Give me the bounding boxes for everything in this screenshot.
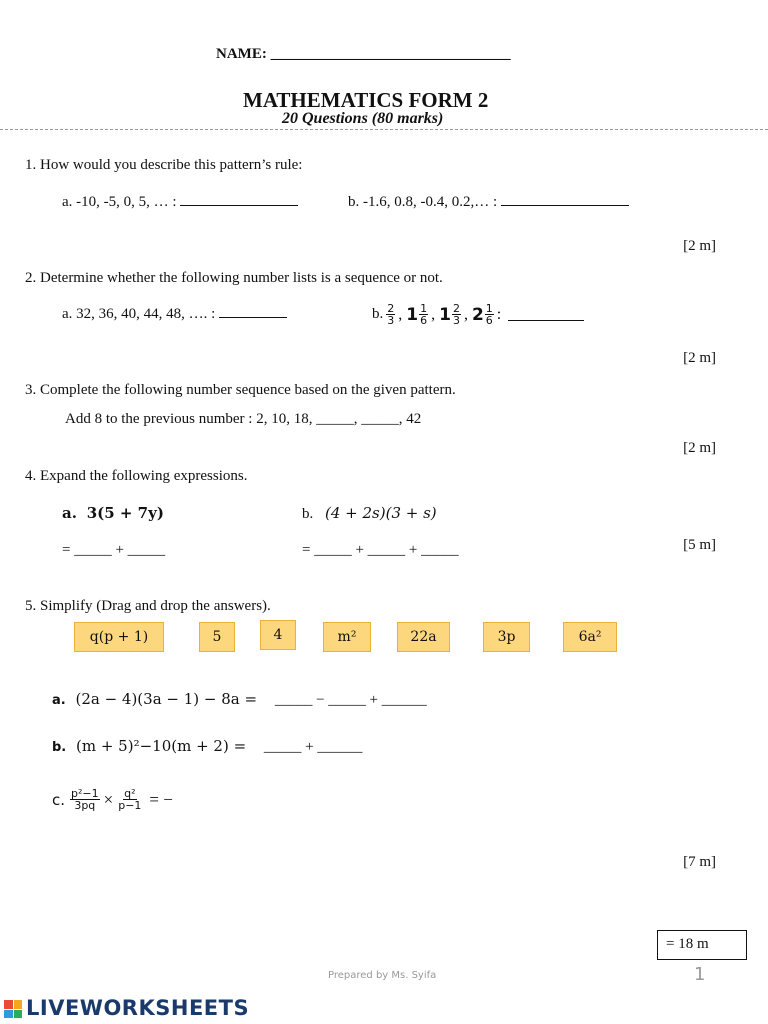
q3-rule-sequence: Add 8 to the previous number : 2, 10, 18, _____, _____, 42 [65, 411, 422, 427]
worksheet-subtitle: 20 Questions (80 marks) [282, 110, 444, 127]
q4-b-expression: (4 + 2s)(3 + s) [325, 504, 437, 522]
brand-name: LIVEWORKSHEETS [26, 996, 250, 1020]
fraction-separator: , [431, 305, 436, 323]
q4-text: 4. Expand the following expressions. [25, 468, 248, 484]
q5-c-fraction-2-denominator: p−1 [118, 799, 142, 812]
q4-a-expression: 3(5 + 7y) [86, 504, 164, 522]
q1-a-sequence: a. -10, -5, 0, 5, … : [62, 194, 177, 210]
q2-b-fraction-3-whole: 1 [439, 304, 451, 325]
q5-marks: [7 m] [683, 854, 716, 870]
q4-b-answer-blanks[interactable]: = _____ + _____ + _____ [302, 542, 459, 558]
drag-tile-2[interactable]: 5 [199, 622, 235, 652]
q1-part-a [62, 194, 298, 211]
q5-c-times-sign: × [103, 789, 114, 809]
q3-text: 3. Complete the following number sequence based on the given pattern. [25, 382, 456, 398]
q4-b-label: b. [302, 506, 314, 522]
q2-a-sequence: a. 32, 36, 40, 44, 48, …. : [62, 306, 216, 322]
fraction-denominator: 3 [387, 314, 395, 327]
q4-part-a [62, 504, 164, 523]
drag-tile-5[interactable]: 22a [397, 622, 450, 652]
name-field-label: NAME: ________________________________ [216, 46, 511, 62]
fraction-denominator: 6 [485, 314, 493, 327]
q2-b-fraction-4 [472, 303, 505, 326]
fraction-numerator: 2 [452, 302, 460, 315]
q5-b-expression: (m + 5)²−10(m + 2) = [76, 737, 247, 755]
q5-a-answer-blanks[interactable]: _____ − _____ + ______ [274, 692, 427, 708]
fraction-separator: , [463, 305, 468, 323]
drag-tile-1[interactable]: q(p + 1) [74, 622, 164, 652]
q2-b-fraction-4-part [485, 303, 494, 326]
q1-a-answer-blank[interactable] [180, 194, 298, 206]
header-divider [0, 129, 768, 130]
q5-text: 5. Simplify (Drag and drop the answers). [25, 598, 271, 614]
q5-b-label: b. [52, 740, 67, 755]
q3-marks: [2 m] [683, 440, 716, 456]
q5-c-fraction-1 [70, 788, 100, 811]
q2-b-fraction-2-part [419, 303, 428, 326]
fraction-numerator: 1 [420, 302, 428, 315]
fraction-separator: , [398, 305, 403, 323]
prepared-by-footer: Prepared by Ms. Syifa [328, 970, 437, 981]
drag-tile-4[interactable]: m² [323, 622, 371, 652]
q4-marks: [5 m] [683, 537, 716, 553]
fraction-denominator: 6 [420, 314, 428, 327]
q1-b-answer-blank[interactable] [501, 194, 629, 206]
q2-b-fraction-1 [385, 303, 406, 326]
liveworksheets-logo-icon [4, 1000, 22, 1018]
q4-a-answer-blanks[interactable]: = _____ + _____ [62, 542, 166, 558]
fraction-separator: : [496, 305, 502, 323]
q2-b-fraction-3 [439, 303, 472, 326]
q1-part-b [348, 194, 629, 211]
q2-b-fraction-sequence [385, 303, 505, 326]
q2-part-b [372, 303, 584, 326]
q2-b-fraction-3-part [452, 303, 461, 326]
q5-c-fraction-2-numerator: q² [124, 787, 136, 800]
q2-text: 2. Determine whether the following number lists is a sequence or not. [25, 270, 443, 286]
fraction-numerator: 1 [485, 302, 493, 315]
q5-c-fraction-1-denominator: 3pq [74, 799, 96, 812]
q5-c-fraction-1-numerator: p²−1 [71, 787, 99, 800]
q2-b-fraction-2-whole: 1 [406, 304, 419, 325]
q2-b-answer-blank[interactable] [508, 309, 584, 321]
q5-part-c [52, 788, 173, 811]
q1-marks: [2 m] [683, 238, 716, 254]
q5-a-expression: (2a − 4)(3a − 1) − 8a = [75, 690, 258, 708]
q1-b-sequence: b. -1.6, 0.8, -0.4, 0.2,… : [348, 194, 498, 210]
q2-b-fraction-2 [406, 303, 439, 326]
q4-a-label: a. [62, 504, 77, 522]
q5-b-answer-blanks[interactable]: _____ + ______ [263, 739, 363, 755]
q2-b-label: b. [372, 306, 384, 322]
q5-part-b [52, 737, 362, 756]
q2-marks: [2 m] [683, 350, 716, 366]
q5-part-a [52, 690, 427, 709]
worksheet-title: MATHEMATICS FORM 2 [243, 88, 489, 112]
q5-c-equals-blank[interactable]: = − [149, 789, 173, 809]
q4-part-b [302, 504, 437, 523]
total-marks-box: = 18 m [657, 930, 747, 960]
q1-text: 1. How would you describe this pattern’s rule: [25, 157, 303, 173]
q2-b-fraction-1-part [386, 303, 395, 326]
q2-b-fraction-4-whole: 2 [471, 304, 484, 325]
drag-tile-7[interactable]: 6a² [563, 622, 617, 652]
q2-part-a [62, 306, 287, 323]
q5-c-fraction-2 [117, 788, 142, 811]
q5-c-label: c. [52, 790, 66, 809]
q2-a-answer-blank[interactable] [219, 306, 287, 318]
drag-tile-3[interactable]: 4 [260, 620, 296, 650]
q5-a-label: a. [52, 693, 66, 708]
page-number: 1 [694, 964, 706, 985]
drag-tile-6[interactable]: 3p [483, 622, 530, 652]
fraction-denominator: 3 [452, 314, 460, 327]
fraction-numerator: 2 [387, 302, 395, 315]
